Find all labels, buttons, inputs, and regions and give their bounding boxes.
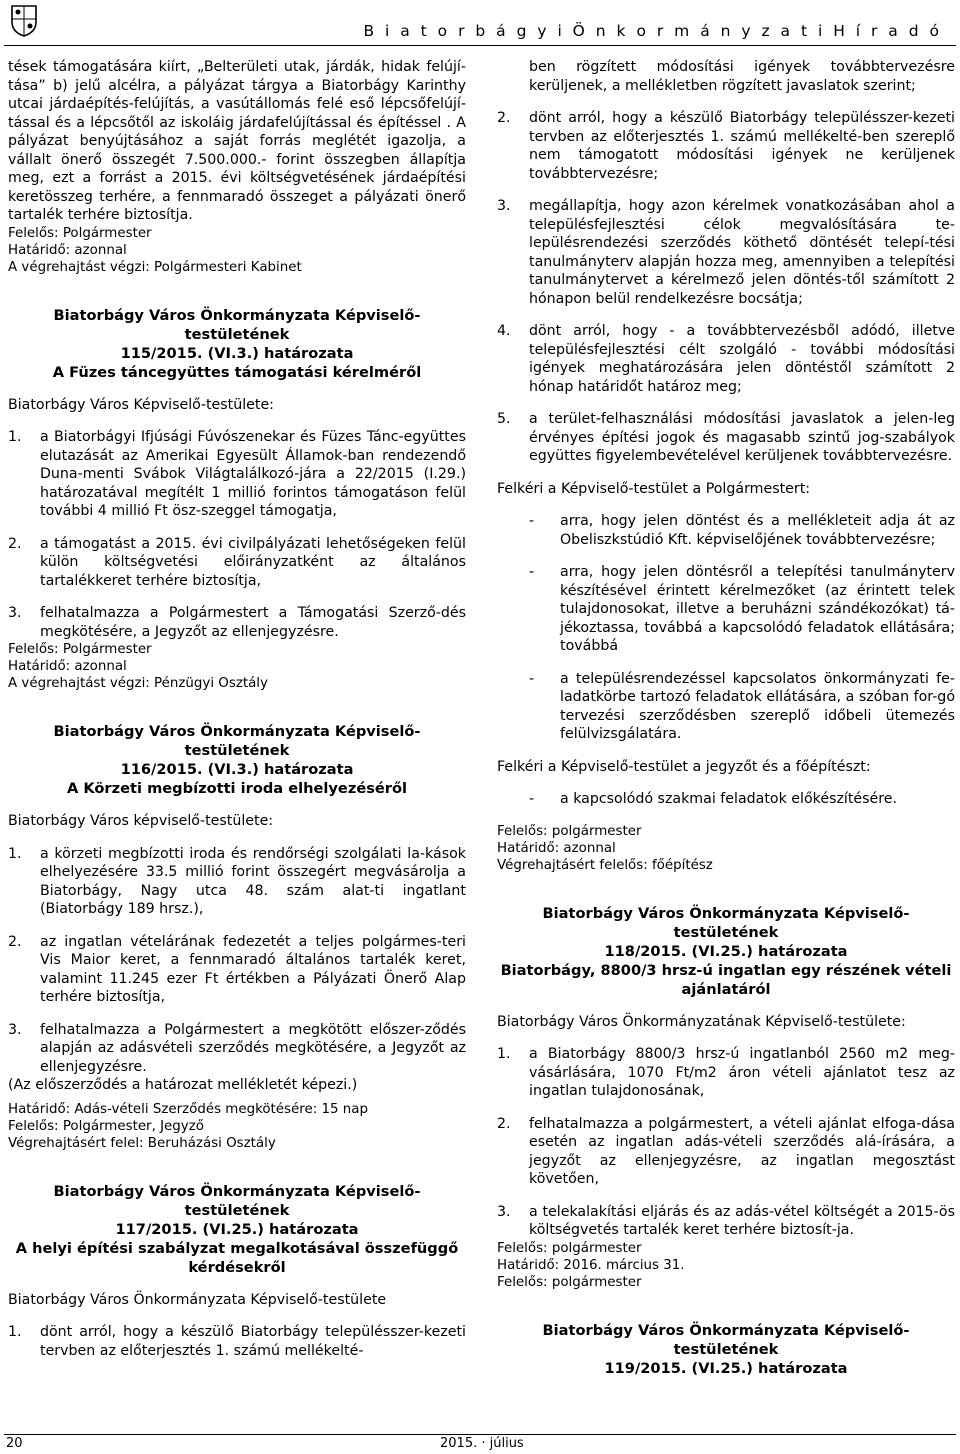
resolution-119-heading-1: Biatorbágy Város Önkormányzata Képviselő-testületének xyxy=(542,1321,910,1358)
resolution-115-body: Biatorbágy Város Képviselő-testülete: xyxy=(8,396,274,413)
footer-divider xyxy=(4,1434,956,1435)
list-item-continued: ben rögzített módosítási igények továbbtervezésre kerüljenek, a mellékletben rögzített javaslatok szerint; xyxy=(529,59,955,94)
dash-item: - arra, hogy jelen döntésről a telepítési tanulmányterv készítésével érintett kérelmezőket (az érintett telek tulajdonosokat, illetve a beruházni szándékozókat) tá-jékoztassa, továbbá a kapcsolódó feladatok ellátására; továbbá xyxy=(529,564,955,654)
list-item: 3. a telekalakítási eljárás és az adás-vétel költségét a 2015-ös költségvetés tartalék keret terhére biztosít-ja. xyxy=(497,1203,955,1238)
resolution-117-number: 117/2015. (VI.25.) határozata xyxy=(115,1220,359,1238)
resolution-115-responsible: Felelős: Polgármester xyxy=(8,642,152,657)
resolution-117-executor: Végrehajtásért felelős: főépítész xyxy=(497,857,713,873)
list-item: 2. a támogatást a 2015. évi civilpályázati lehetőségeken felül külön költségvetési előirányzatként az általános tartalékkeret terhére biztosítja, xyxy=(8,535,466,589)
list-item: 3. felhatalmazza a Polgármestert a megkötött előszer-ződés alapján az adásvételi szerződés megkötésére, a Jegyzőt az ellenjegyzésre. xyxy=(8,1021,466,1075)
resolution-115-number: 115/2015. (VI.3.) határozata xyxy=(120,344,354,362)
list-item: 1. a körzeti megbízotti iroda és rendőrségi szolgálati la-kások elhelyezésére 33.5 millió forint összegért megvásárolja a Biatorbágy, Nagy utca 48. szám alat-ti ingatlant (Biatorbágy 189 hrsz.), xyxy=(8,845,466,917)
resolution-116-deadline: Határidő: Adás-vételi Szerződés megkötésére: 15 nap xyxy=(8,1101,368,1117)
resolution-117-body: Biatorbágy Város Önkormányzata Képviselő-testülete xyxy=(8,1291,387,1308)
request-mayor: Felkéri a Képviselő-testület a Polgármestert: xyxy=(497,480,811,497)
list-item: 4. dönt arról, hogy - a továbbtervezésből adódó, illetve településfejlesztési célt szolgáló - további módosítási igények meghatározására jelen döntéstől számított 2 hónap határidőt határoz meg; xyxy=(497,323,955,395)
list-item: 1. dönt arról, hogy a készülő Biatorbágy településszer-kezeti tervben az előterjesztés 1. számú mellékelté- xyxy=(8,1324,466,1359)
resolution-115-heading-1: Biatorbágy Város Önkormányzata Képviselő-testületének xyxy=(53,306,421,343)
intro-deadline: Határidő: azonnal xyxy=(8,242,127,258)
resolution-118-responsible: Felelős: polgármester xyxy=(497,1240,642,1256)
resolution-118-heading-1: Biatorbágy Város Önkormányzata Képviselő-testületének xyxy=(542,904,910,941)
resolution-118-number: 118/2015. (VI.25.) határozata xyxy=(604,942,848,960)
resolution-116-title: A Körzeti megbízotti iroda elhelyezéséről xyxy=(66,780,408,797)
resolution-118-deadline: Határidő: 2016. március 31. xyxy=(497,1257,685,1273)
intro-executor: A végrehajtást végzi: Polgármesteri Kabinet xyxy=(8,259,302,275)
list-item: 2. dönt arról, hogy a készülő Biatorbágy településszer-kezeti tervben az előterjesztés 1. számú mellékelté-ben szereplő nem támogatott módosítási igények ne kerüljenek továbbtervezésre; xyxy=(497,110,955,182)
resolution-116-number: 116/2015. (VI.3.) határozata xyxy=(120,761,354,778)
list-item: 5. a terület-felhasználási módosítási javaslatok a jelen-leg érvényes építési jogok és magasabb szintű jog-szabályok együttes figyelembevételével kerüljenek továbbtervezésre. xyxy=(497,411,955,464)
resolution-118-body: Biatorbágy Város Önkormányzatának Képviselő-testülete: xyxy=(497,1013,906,1030)
resolution-116-responsible: Felelős: Polgármester, Jegyző xyxy=(8,1118,204,1134)
intro-responsible: Felelős: Polgármester xyxy=(8,225,152,241)
list-item: 1. a Biatorbágyi Ifjúsági Fúvószenekar és Füzes Tánc-együttes elutazását az Amerikai Egyesült Államok-ban rendezendő Duna-menti Svábok Világtalálkozó-jára a 22/2015 (I.29.) határozatával megítélt 1 millió forintos támogatáson felül további 4 millió Ft ösz-szeggel támogatja, xyxy=(8,429,466,519)
resolution-118-executor: Felelős: polgármester xyxy=(497,1274,642,1290)
request-notary: Felkéri a Képviselő-testület a jegyzőt és a főépítészt: xyxy=(497,758,871,775)
list-item: 1. a Biatorbágy 8800/3 hrsz-ú ingatlanból 2560 m2 meg-vásárlására, 1070 Ft/m2 áron vételi ajánlatot tesz az ingatlan tulajdonosának, xyxy=(497,1046,955,1099)
resolution-116-body: Biatorbágy Város képviselő-testülete: xyxy=(8,813,274,829)
header-divider xyxy=(4,45,956,46)
resolution-116-executor: Végrehajtásért felel: Beruházási Osztály xyxy=(8,1135,276,1151)
resolution-119-number: 119/2015. (VI.25.) határozata xyxy=(604,1359,848,1377)
dash-item: - arra, hogy jelen döntést és a mellékleteit adja át az Obeliszkstúdió Kft. képviselőjének továbbtervezésre; xyxy=(529,513,955,548)
resolution-116-note: (Az előszerződés a határozat mellékletét képezi.) xyxy=(8,1077,358,1093)
right-column xyxy=(497,58,955,1378)
list-item: 3. felhatalmazza a Polgármestert a Támogatási Szerző-dés megkötésére, a Jegyzőt az ellenjegyzésre. xyxy=(8,605,466,640)
resolution-117-responsible: Felelős: polgármester xyxy=(497,823,642,839)
issue-date: 2015. · július xyxy=(440,1436,524,1451)
resolution-118-title: Biatorbágy, 8800/3 hrsz-ú ingatlan egy részének vételi ajánlatáról xyxy=(500,961,952,998)
dash-item: - a kapcsolódó szakmai feladatok előkészítésére. xyxy=(529,791,898,807)
resolution-115-title: A Füzes táncegyüttes támogatási kérelméről xyxy=(52,363,422,381)
intro-paragraph: tések támogatására kiírt, „Belterületi utak, járdák, hidak felújí-tása” b) jelű alcélra, a pályázat tárgya a Biatorbágy Karinthy utcai járdaépítés-felújítás, a vasútállomás felé eső lépcsőfelújí-tással és a lépcsőtől az iskoláig járdafelújítással és építéssel . A pályázat benyújtásához a saját forrás meglétét igazolja, a vállalt önerő összegét 7.500.000.- forint összegben állapítja meg, ezt a forrást a 2015. évi költségvetésének járdaépítési keretösszeg terhére, a fennmaradó összeget a pályázati önerő tartalék terhére biztosítja. xyxy=(8,59,466,223)
list-item: 2. felhatalmazza a polgármestert, a vételi ajánlat elfoga-dása esetén az ingatlan adás-vételi szerződés alá-írására, a jegyzőt az ellenjegyzésre, az ingatlan megosztást követően, xyxy=(497,1115,955,1187)
list-item: 2. az ingatlan vételárának fedezetét a teljes polgármes-teri Vis Maior keret, a fennmaradó általános tartalék keret, valamint 11.245 ezer Ft értékben a Pályázati Önerő Alap terhére biztosítja, xyxy=(8,933,466,1005)
coat-of-arms-logo xyxy=(4,2,44,38)
newsletter-title: B i a t o r b á g y i Ö n k o r m á n y z a t i H í r a d ó xyxy=(363,22,942,40)
resolution-116-heading-1: Biatorbágy Város Önkormányzata Képviselő-testületének xyxy=(53,723,421,759)
dash-item: - a településrendezéssel kapcsolatos önkormányzati fe-ladatkörbe tartozó feladatok ellátására, a szóban for-gó tervezési szerződésben szereplő időbeli ütemezés felülvizsgálatára. xyxy=(529,670,955,742)
left-column xyxy=(8,58,466,1360)
list-item: 3. megállapítja, hogy azon kérelmek vonatkozásában ahol a településfejlesztési célok megvalósítására te-lepülésrendezési szerződés köthető döntését telepí-tési tanulmányterv alapján hozza meg, amennyiben a telepítési tanulmánytervet a kérelmező jelen döntés-től számított 2 hónapon belül rendelkezésre bocsátja; xyxy=(497,198,955,307)
resolution-115-deadline: Határidő: azonnal xyxy=(8,659,127,674)
resolution-117-title: A helyi építési szabályzat megalkotásával összefüggő kérdésekről xyxy=(15,1239,459,1276)
resolution-115-executor: A végrehajtást végzi: Pénzügyi Osztály xyxy=(8,676,268,691)
resolution-117-heading-1: Biatorbágy Város Önkormányzata Képviselő-testületének xyxy=(53,1182,421,1219)
resolution-117-deadline: Határidő: azonnal xyxy=(497,840,616,856)
page-number: 20 xyxy=(6,1436,23,1451)
